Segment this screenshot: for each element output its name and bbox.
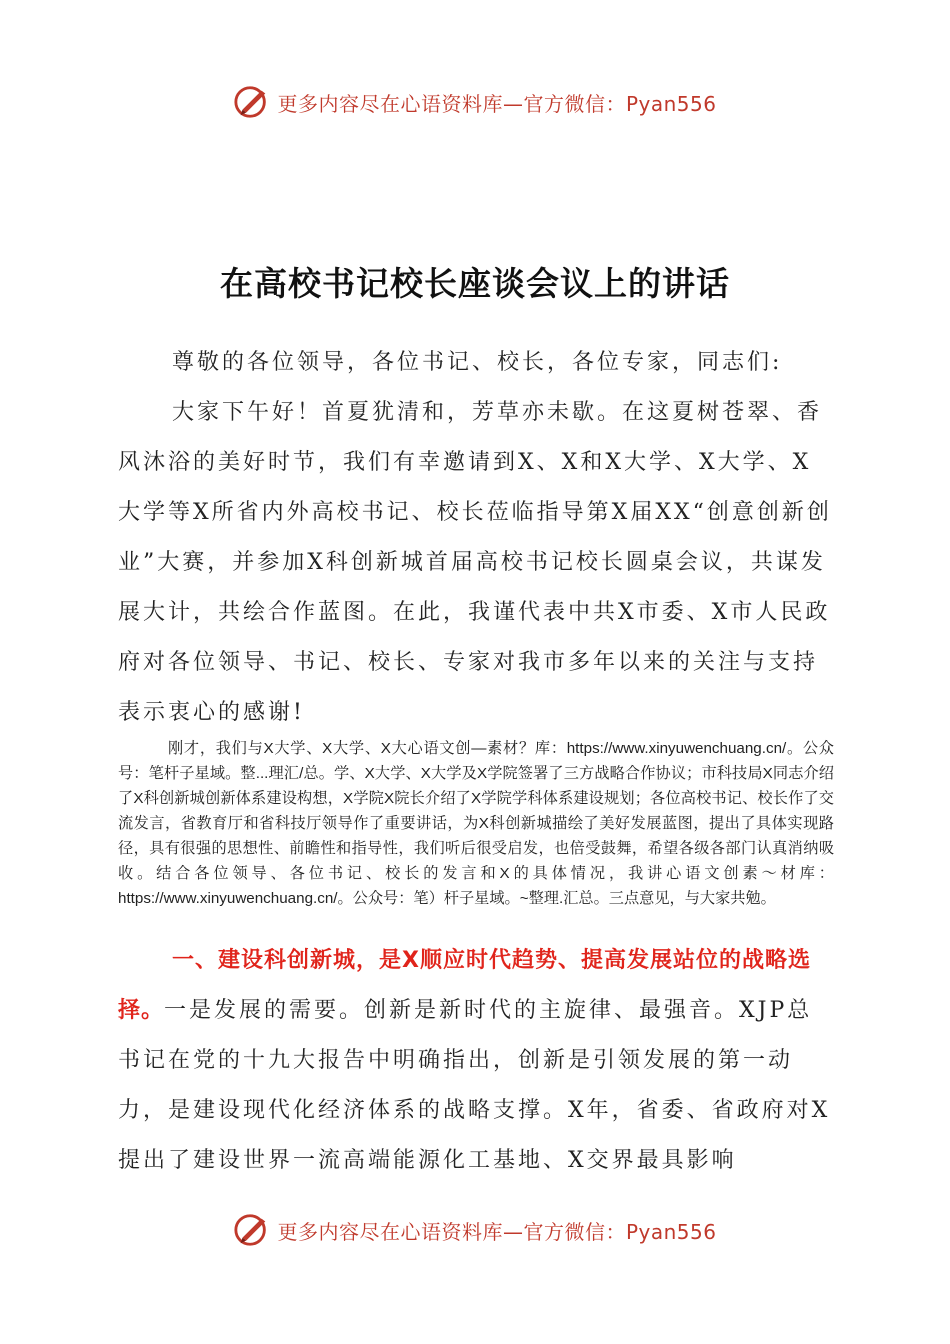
document-title: 在高校书记校长座谈会议上的讲话 [220, 264, 730, 303]
paragraph-opening: 大家下午好！首夏犹清和，芳草亦未歇。在这夏树苍翠、香风沐浴的美好时节，我们有幸邀请到X、X和X大学、X大学、X大学等X所省内外高校书记、校长莅临指导第X届XX“创意创新创业”大赛，并参加X科创新城首届高校书记校长圆桌会议，共谋发展大计，共绘合作蓝图。在此，我谨代表中共X市委、X市人民政府对各位领导、书记、校长、专家对我市多年以来的关注与支持表示衷心的感谢! [118, 400, 832, 725]
watermark-banner-top [0, 80, 950, 124]
section-1-heading: 一、建设科创新城，是X顺应时代趋势、提高发展站位的战略选择。 [118, 948, 811, 1023]
pen-logo-icon [233, 83, 271, 121]
watermark-banner-bottom [0, 1208, 950, 1252]
paragraph-summary [118, 736, 834, 911]
section-1 [118, 936, 834, 1186]
watermark-text-top: 更多内容尽在心语资料库—官方微信：Pyan556 [277, 91, 717, 116]
paragraph-summary-text: 刚才，我们与X大学、X大学、X大心语文创—素材？库：https://www.xinyuwenchuang.cn/。公众号：笔杆子星域。整...理汇/总。学、X大学、X大学及X学院签署了三方战略合作协议；市科技局X同志介绍了X科创新城创新体系建设构想，X学院X院长介绍了X学院学科体系建设规划；各位高校书记、校长作了交流发言，省教育厅和省科技厅领导作了重要讲话，为X科创新城描绘了美好发展蓝图，提出了具体实现路径，具有很强的思想性、前瞻性和指导性，我们听后很受启发，也倍受鼓舞，希望各级各部门认真消纳吸收。结合各位领导、各位书记、校长的发言和X的具体情况，我讲心语文创素～材库：https://www.xinyuwenchuang.cn/。公众号：笔）杆子星域。~整理.汇总。三点意见，与大家共勉。 [118, 740, 834, 907]
pen-logo-icon [233, 1211, 271, 1249]
greeting: 尊敬的各位领导，各位书记、校长，各位专家，同志们: [172, 350, 783, 375]
watermark-text-bottom: 更多内容尽在心语资料库—官方微信：Pyan556 [277, 1219, 717, 1244]
section-1-body: 一是发展的需要。创新是新时代的主旋律、最强音。XJP总书记在党的十九大报告中明确指出，创新是引领发展的第一动力，是建设现代化经济体系的战略支撑。X年，省委、省政府对X提出了建设世界一流高端能源化工基地、X交界最具影响 [118, 998, 831, 1173]
